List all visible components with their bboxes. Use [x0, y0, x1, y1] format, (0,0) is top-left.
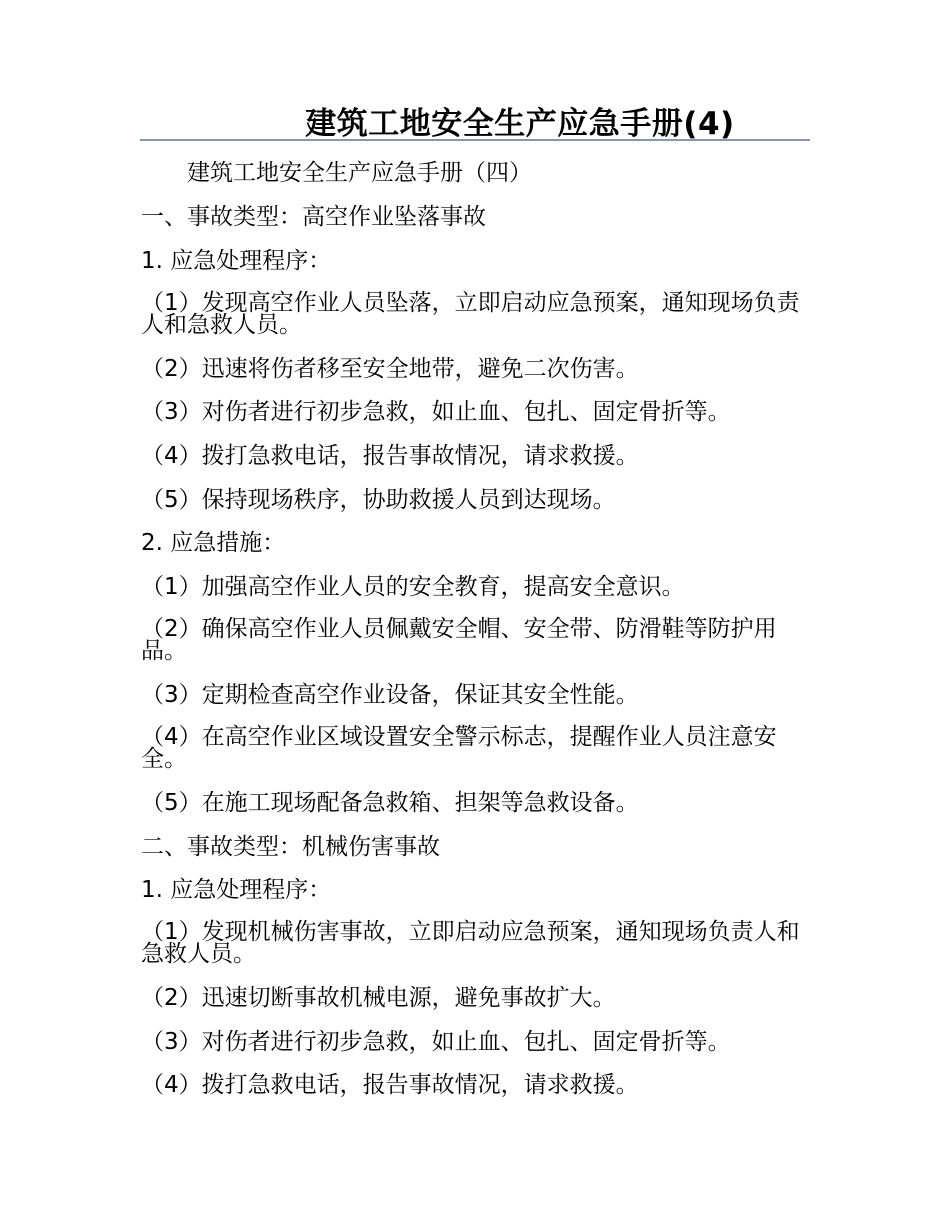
- list-item: （3）对伤者进行初步急救，如止血、包扎、固定骨折等。: [141, 399, 731, 425]
- list-item: （4）拨打急救电话，报告事故情况，请求救援。: [141, 1072, 639, 1098]
- list-item: （4）拨打急救电话，报告事故情况，请求救援。: [141, 443, 639, 469]
- title-underline: [140, 139, 810, 141]
- document-title: 建筑工地安全生产应急手册(4): [305, 106, 735, 142]
- subsection-heading: 1. 应急处理程序：: [141, 877, 332, 903]
- list-item: （2）迅速切断事故机械电源，避免事故扩大。: [141, 985, 616, 1011]
- list-item: （2）确保高空作业人员佩戴安全帽、安全带、防滑鞋等防护用品。: [141, 616, 777, 664]
- list-item: （1）加强高空作业人员的安全教育，提高安全意识。: [141, 574, 685, 600]
- subsection-heading: 2. 应急措施：: [141, 530, 286, 556]
- list-item: （1）发现机械伤害事故，立即启动应急预案，通知现场负责人和急救人员。: [141, 919, 800, 967]
- list-item: （5）在施工现场配备急救箱、担架等急救设备。: [141, 790, 639, 816]
- list-item: （4）在高空作业区域设置安全警示标志，提醒作业人员注意安全。: [141, 724, 777, 772]
- section-heading: 二、事故类型：机械伤害事故: [141, 834, 440, 860]
- list-item: （1）发现高空作业人员坠落，立即启动应急预案，通知现场负责人和急救人员。: [141, 290, 800, 338]
- list-item: （2）迅速将伤者移至安全地带，避免二次伤害。: [141, 356, 639, 382]
- list-item: （5）保持现场秩序，协助救援人员到达现场。: [141, 487, 616, 513]
- list-item: （3）对伤者进行初步急救，如止血、包扎、固定骨折等。: [141, 1029, 731, 1055]
- list-item: （3）定期检查高空作业设备，保证其安全性能。: [141, 682, 639, 708]
- subsection-heading: 1. 应急处理程序：: [141, 248, 332, 274]
- document-subtitle: 建筑工地安全生产应急手册（四）: [187, 160, 532, 186]
- section-heading: 一、事故类型：高空作业坠落事故: [141, 204, 486, 230]
